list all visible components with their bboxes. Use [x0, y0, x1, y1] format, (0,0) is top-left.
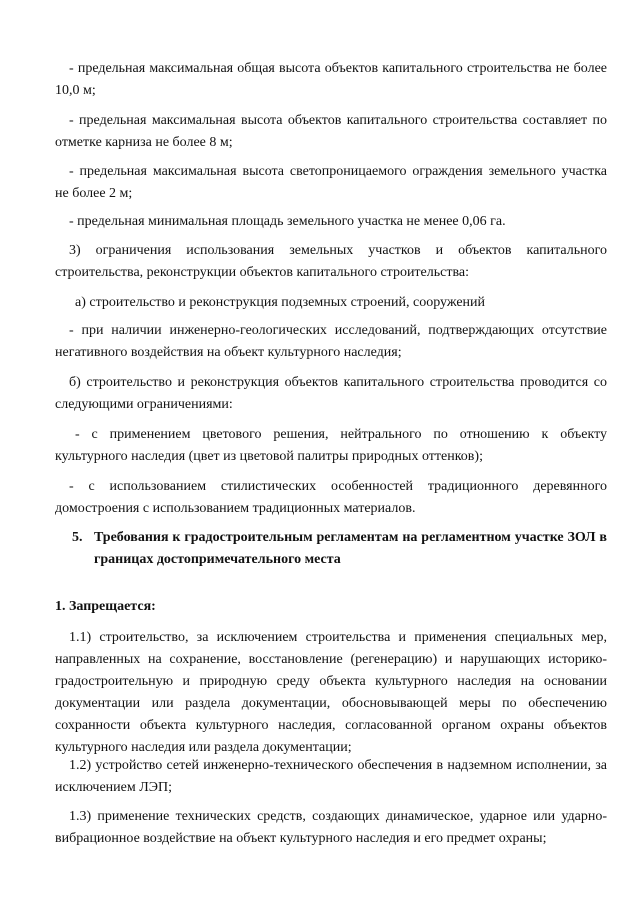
subsection-heading: 1. Запрещается: — [55, 599, 156, 614]
paragraph-max-height: - предельная максимальная общая высота объектов капитального строительства не более 10,0 м; — [55, 61, 607, 98]
section-title: Требования к градостроительным регламентам на регламентном участке ЗОЛ в границах достопримечательного места — [94, 530, 607, 567]
paragraph-restrictions: 3) ограничения использования земельных участков и объектов капитального строительства, реконструкции объектов капитального строительства: — [55, 243, 607, 280]
paragraph-wooden-style: - с использованием стилистических особенностей традиционного деревянного домостроения с использованием традиционных материалов. — [55, 479, 607, 516]
paragraph-fence-height: - предельная максимальная высота светопроницаемого ограждения земельного участка не более 2 м; — [55, 164, 607, 201]
prohibition-item: 1.2) устройство сетей инженерно-технического обеспечения в надземном исполнении, за исключением ЛЭП; — [55, 758, 607, 795]
paragraph-color: - с применением цветового решения, нейтрального по отношению к объекту культурного наследия (цвет из цветовой палитры природных оттенков); — [55, 427, 607, 464]
paragraph-cornice-height: - предельная максимальная высота объектов капитального строительства составляет по отметке карниза не более 8 м; — [55, 113, 607, 150]
paragraph-underground: а) строительство и реконструкция подземных строений, сооружений — [75, 295, 486, 310]
section-heading — [73, 527, 607, 571]
paragraph-construction-limits: б) строительство и реконструкция объектов капитального строительства проводится со следующими ограничениями: — [55, 375, 607, 412]
prohibition-item: 1.1) строительство, за исключением строительства и применения специальных мер, направленных на сохранение, восстановление (регенерацию) и нарушающих историко-градостроительную и природную среду объекта культурного наследия на основании документации или раздела документации, обосновывающей меры по обеспечению сохранности объекта культурного наследия, согласованной органом охраны объектов культурного наследия или раздела документации; — [55, 630, 607, 755]
paragraph-min-area: - предельная минимальная площадь земельного участка не менее 0,06 га. — [69, 214, 506, 229]
section-number: 5. — [72, 530, 83, 545]
paragraph-geology: - при наличии инженерно-геологических исследований, подтверждающих отсутствие негативного воздействия на объект культурного наследия; — [55, 323, 607, 360]
prohibition-item: 1.3) применение технических средств, создающих динамическое, ударное или ударно-вибрационное воздействие на объект культурного наследия и его предмет охраны; — [55, 809, 607, 846]
